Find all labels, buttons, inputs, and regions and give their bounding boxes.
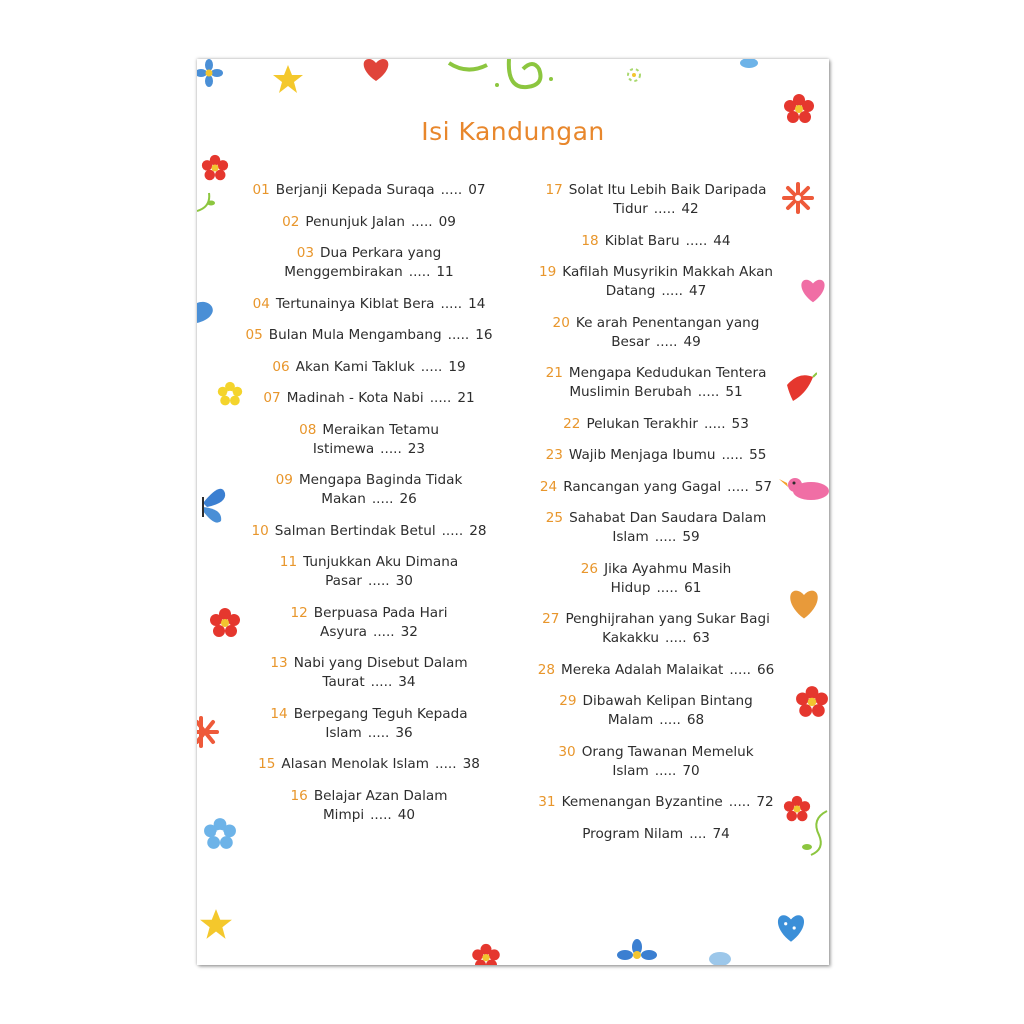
flower-red-icon bbox=[201, 154, 229, 182]
entry-title: Salman Bertindak Betul bbox=[274, 522, 436, 539]
page-title: Isi Kandungan bbox=[421, 117, 605, 146]
flower-lightblue-icon bbox=[707, 947, 733, 965]
entry-dots: ..... bbox=[371, 491, 394, 507]
entry-dots: ..... bbox=[408, 264, 431, 280]
entry-dots: .... bbox=[689, 825, 707, 842]
entry-title: Belajar Azan Dalam Mimpi bbox=[313, 787, 448, 823]
entry-page: 47 bbox=[689, 283, 707, 299]
toc-entry bbox=[501, 825, 811, 844]
entry-dots: ..... bbox=[368, 573, 390, 589]
entry-number: 02 bbox=[282, 213, 300, 230]
toc-entry bbox=[219, 755, 519, 774]
entry-number: 05 bbox=[245, 327, 263, 343]
flower-orange-icon bbox=[197, 715, 221, 749]
entry-page: 49 bbox=[683, 333, 701, 350]
toc-entry bbox=[501, 692, 811, 730]
entry-number: 12 bbox=[290, 604, 308, 621]
entry-page: 42 bbox=[681, 201, 699, 217]
toc-entry bbox=[501, 661, 811, 680]
entry-title: Kiblat Baru bbox=[604, 232, 680, 249]
entry-dots: ..... bbox=[447, 327, 470, 343]
entry-dots: ..... bbox=[721, 447, 744, 463]
entry-page: 09 bbox=[438, 213, 456, 230]
entry-page: 28 bbox=[469, 522, 487, 539]
entry-number: 18 bbox=[581, 232, 599, 249]
toc-entry bbox=[501, 478, 811, 497]
entry-dots: ..... bbox=[434, 756, 457, 772]
entry-title: Berjanji Kepada Suraqa bbox=[275, 182, 435, 198]
entry-number: 23 bbox=[545, 447, 563, 463]
entry-title: Mereka Adalah Malaikat bbox=[561, 661, 724, 678]
entry-page: 53 bbox=[731, 415, 749, 432]
entry-dots: ..... bbox=[429, 390, 452, 406]
entry-number: 24 bbox=[539, 478, 558, 495]
entry-page: 38 bbox=[462, 756, 480, 772]
toc-entry bbox=[501, 232, 811, 251]
entry-number: 15 bbox=[258, 756, 276, 772]
toc-entry bbox=[219, 358, 519, 377]
entry-number: 07 bbox=[263, 390, 281, 406]
entry-number: 06 bbox=[272, 358, 290, 375]
entry-page: 63 bbox=[692, 630, 710, 646]
entry-dots: ..... bbox=[697, 384, 720, 400]
flower-blue-icon bbox=[737, 59, 761, 71]
entry-page: 57 bbox=[754, 478, 773, 495]
entry-page: 14 bbox=[468, 295, 486, 312]
toc-entry bbox=[501, 610, 811, 648]
entry-page: 32 bbox=[400, 623, 418, 640]
entry-page: 72 bbox=[756, 794, 774, 810]
entry-title: Kafilah Musyrikin Makkah Akan Datang bbox=[562, 264, 774, 299]
entry-number: 20 bbox=[552, 314, 570, 331]
toc-entry bbox=[219, 705, 519, 743]
entry-dots: ..... bbox=[410, 213, 433, 230]
toc-entry bbox=[501, 743, 811, 781]
swirl-green-icon bbox=[447, 59, 557, 93]
entry-title: Berpuasa Pada Hari Asyura bbox=[313, 604, 448, 640]
toc-entry bbox=[219, 389, 519, 408]
entry-title: Orang Tawanan Memeluk Islam bbox=[581, 743, 754, 779]
entry-title: Jika Ayahmu Masih Hidup bbox=[604, 560, 732, 596]
flower-blue-icon bbox=[197, 59, 227, 87]
entry-dots: ..... bbox=[370, 674, 393, 690]
entry-number: 11 bbox=[279, 554, 298, 570]
entry-title: Sahabat Dan Saudara Dalam Islam bbox=[569, 510, 767, 545]
entry-number: 19 bbox=[538, 264, 557, 280]
entry-number: 30 bbox=[558, 743, 576, 760]
entry-title: Ke arah Penentangan yang Besar bbox=[575, 314, 760, 350]
star-yellow-icon bbox=[199, 907, 233, 941]
entry-title: Rancangan yang Gagal bbox=[563, 478, 722, 495]
entry-page: 59 bbox=[682, 529, 700, 545]
entry-page: 36 bbox=[395, 724, 413, 741]
flower-red-icon bbox=[471, 943, 501, 965]
toc-entry bbox=[501, 364, 811, 402]
entry-dots: ..... bbox=[703, 415, 726, 432]
entry-number: 09 bbox=[275, 472, 293, 488]
toc-entry bbox=[219, 181, 519, 200]
entry-number: 08 bbox=[299, 421, 317, 438]
flower-blue-icon bbox=[617, 939, 657, 965]
entry-number: 27 bbox=[542, 611, 560, 627]
toc-entry bbox=[501, 793, 811, 812]
entry-number: 17 bbox=[545, 182, 563, 198]
entry-title: Dua Perkara yang Menggembirakan bbox=[284, 245, 442, 280]
toc-entry bbox=[501, 446, 811, 465]
entry-dots: ..... bbox=[654, 529, 677, 545]
toc-entry bbox=[219, 471, 519, 509]
entry-dots: ..... bbox=[653, 201, 676, 217]
heart-blue-icon bbox=[773, 911, 809, 945]
entry-page: 44 bbox=[713, 232, 731, 249]
toc-column-right bbox=[501, 181, 811, 856]
entry-page: 55 bbox=[749, 447, 767, 463]
toc-entry bbox=[501, 509, 811, 547]
entry-page: 11 bbox=[436, 264, 454, 280]
toc-entry bbox=[219, 421, 519, 459]
entry-page: 51 bbox=[725, 384, 743, 400]
entry-page: 70 bbox=[682, 762, 700, 779]
entry-number: 22 bbox=[563, 415, 581, 432]
entry-title: Tertunainya Kiblat Bera bbox=[275, 295, 435, 312]
entry-title: Nabi yang Disebut Dalam Taurat bbox=[293, 655, 468, 690]
entry-page: 19 bbox=[448, 358, 466, 375]
entry-title: Meraikan Tetamu Istimewa bbox=[312, 421, 439, 457]
entry-page: 66 bbox=[756, 661, 775, 678]
entry-number: 16 bbox=[290, 787, 308, 804]
entry-dots: ..... bbox=[656, 579, 679, 596]
entry-page: 68 bbox=[686, 712, 705, 728]
toc-entry bbox=[501, 263, 811, 301]
entry-page: 40 bbox=[397, 806, 416, 823]
entry-dots: ..... bbox=[728, 794, 751, 810]
entry-page: 61 bbox=[684, 579, 702, 596]
entry-title: Alasan Menolak Islam bbox=[281, 756, 429, 772]
entry-number: 04 bbox=[252, 295, 270, 312]
entry-dots: ..... bbox=[661, 283, 683, 299]
toc-entry bbox=[219, 553, 519, 591]
entry-dots: ..... bbox=[665, 630, 687, 646]
entry-dots: ..... bbox=[367, 724, 390, 741]
toc-entry bbox=[219, 213, 519, 232]
entry-title: Solat Itu Lebih Baik Daripada Tidur bbox=[568, 182, 767, 217]
entry-dots: ..... bbox=[420, 358, 443, 375]
entry-dots: ..... bbox=[685, 232, 708, 249]
entry-title: Bulan Mula Mengambang bbox=[268, 327, 442, 343]
entry-number: 28 bbox=[537, 661, 556, 678]
entry-dots: ..... bbox=[654, 762, 677, 779]
entry-title: Program Nilam bbox=[582, 825, 684, 842]
entry-number: 31 bbox=[538, 794, 556, 810]
entry-page: 23 bbox=[407, 440, 426, 457]
toc-entry bbox=[219, 295, 519, 314]
entry-number: 21 bbox=[545, 365, 563, 381]
entry-dots: ..... bbox=[441, 522, 464, 539]
star-yellow-icon bbox=[272, 63, 304, 95]
entry-dots: ..... bbox=[440, 295, 463, 312]
entry-page: 34 bbox=[398, 674, 416, 690]
entry-title: Dibawah Kelipan Bintang Malam bbox=[582, 693, 753, 728]
entry-page: 26 bbox=[399, 491, 417, 507]
entry-page: 07 bbox=[468, 182, 486, 198]
entry-page: 21 bbox=[457, 390, 475, 406]
entry-dots: ..... bbox=[373, 623, 395, 640]
entry-title: Madinah - Kota Nabi bbox=[286, 390, 424, 406]
toc-entry bbox=[219, 604, 519, 642]
heart-red-icon bbox=[359, 59, 393, 83]
entry-dots: ..... bbox=[659, 712, 681, 728]
book-page bbox=[197, 59, 829, 965]
toc-entry bbox=[219, 522, 519, 541]
toc-entry bbox=[501, 415, 811, 434]
toc-entry bbox=[219, 244, 519, 282]
entry-number: 13 bbox=[270, 655, 288, 671]
entry-dots: ..... bbox=[729, 661, 751, 678]
entry-dots: ..... bbox=[380, 440, 402, 457]
entry-number: 03 bbox=[296, 245, 315, 261]
entry-title: Kemenangan Byzantine bbox=[561, 794, 723, 810]
entry-dots: ..... bbox=[655, 333, 678, 350]
entry-title: Penghijrahan yang Sukar Bagi Kakakku bbox=[565, 611, 770, 646]
entry-dots: ..... bbox=[727, 478, 749, 495]
toc-entry bbox=[501, 314, 811, 352]
entry-page: 16 bbox=[475, 327, 493, 343]
entry-title: Mengapa Baginda Tidak Makan bbox=[298, 472, 463, 507]
entry-number: 25 bbox=[545, 510, 564, 526]
heart-blue-icon bbox=[197, 299, 215, 325]
entry-number: 26 bbox=[580, 560, 599, 577]
entry-title: Mengapa Kedudukan Tentera Muslimin Berubah bbox=[568, 365, 767, 400]
entry-number: 29 bbox=[559, 693, 577, 709]
toc-entry bbox=[219, 654, 519, 692]
entry-page: 74 bbox=[712, 825, 730, 842]
entry-page: 30 bbox=[395, 573, 413, 589]
toc-entry bbox=[501, 181, 811, 219]
entry-title: Berpegang Teguh Kepada Islam bbox=[293, 705, 468, 741]
flower-small-icon bbox=[622, 63, 646, 87]
entry-title: Wajib Menjaga Ibumu bbox=[568, 447, 716, 463]
entry-number: 10 bbox=[251, 522, 269, 539]
entry-title: Tunjukkan Aku Dimana Pasar bbox=[303, 554, 459, 589]
entry-dots: ..... bbox=[370, 806, 392, 823]
entry-number: 14 bbox=[270, 705, 288, 722]
toc-entry bbox=[501, 560, 811, 598]
leaf-green-icon bbox=[197, 189, 217, 213]
toc-entry bbox=[219, 787, 519, 825]
entry-number: 01 bbox=[252, 182, 270, 198]
entry-dots: ..... bbox=[440, 182, 463, 198]
entry-title: Akan Kami Takluk bbox=[295, 358, 415, 375]
entry-title: Penunjuk Jalan bbox=[305, 213, 405, 230]
toc-column-left bbox=[219, 181, 519, 837]
toc-entry bbox=[219, 326, 519, 345]
entry-title: Pelukan Terakhir bbox=[586, 415, 698, 432]
